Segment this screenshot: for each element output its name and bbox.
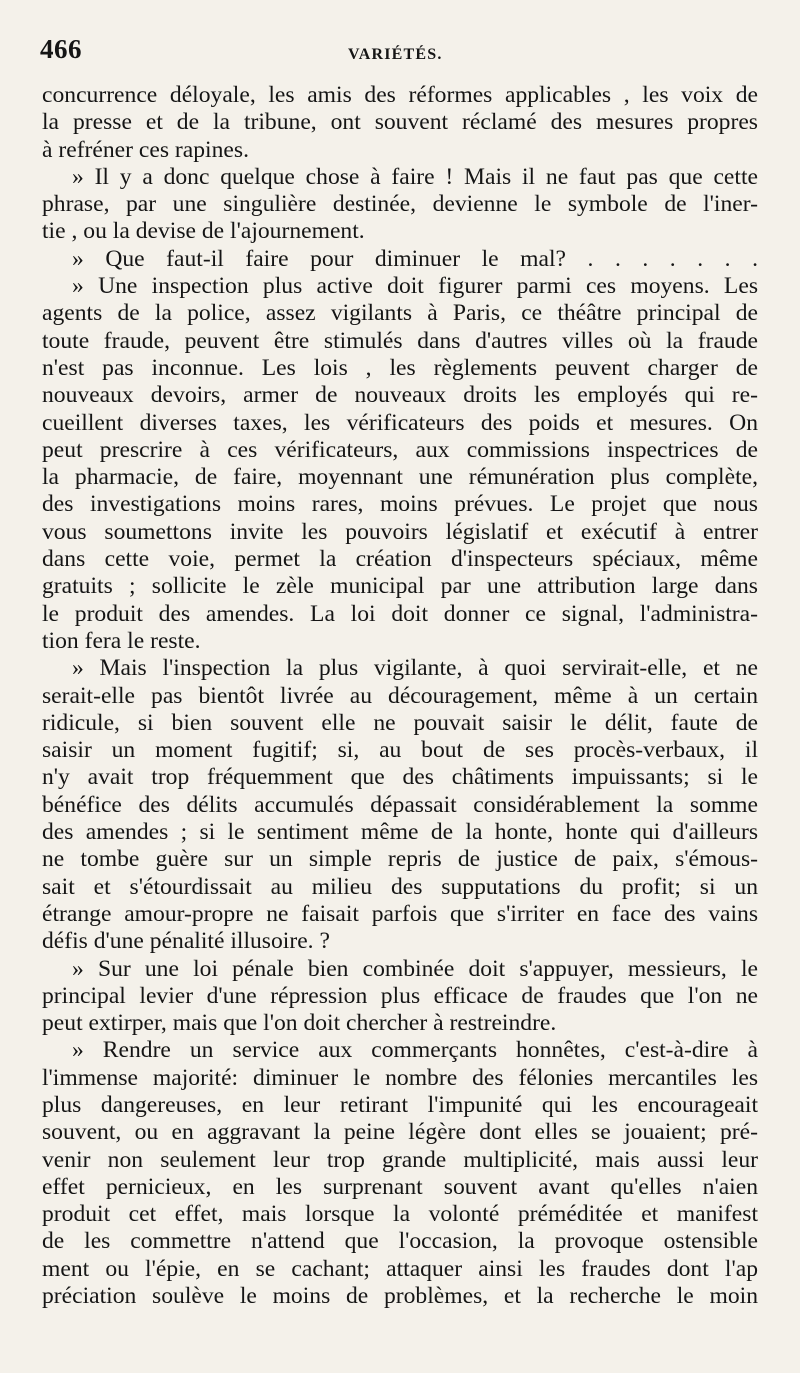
text-line: des investigations moins rares, moins prévues. Le projet que nous [42,491,758,518]
text-line: la presse et de la tribune, ont souvent réclamé des mesures propres [42,109,758,136]
text-line: ment ou l'épie, en se cachant; attaquer ainsi les fraudes dont l'ap [42,1255,758,1282]
text-line: » Rendre un service aux commerçants honnêtes, c'est-à-dire à [72,1037,758,1064]
text-line: produit cet effet, mais lorsque la volonté préméditée et manifest [42,1201,758,1228]
text-line: n'est pas inconnue. Les lois , les règlements peuvent charger de [42,354,758,381]
text-line: étrange amour-propre ne faisait parfois que s'irriter en face des vains [42,900,758,927]
text-line: n'y avait trop fréquemment que des châtiments impuissants; si le [42,764,758,791]
page-number: 466 [40,34,82,64]
text-line: » Il y a donc quelque chose à faire ! Mais il ne faut pas que cette [72,163,758,190]
text-line: souvent, ou en aggravant la peine légère dont elles se jouaient; pré- [42,1119,758,1146]
text-line: » Une inspection plus active doit figurer parmi ces moyens. Les [72,273,758,300]
text-line: serait-elle pas bientôt livrée au découragement, même à un certain [42,682,758,709]
text-line: phrase, par une singulière destinée, devienne le symbole de l'iner- [42,191,758,218]
text-line: cueillent diverses taxes, les vérificateurs des poids et mesures. On [42,409,758,436]
text-line: tion fera le reste. [42,627,201,654]
text-line: gratuits ; sollicite le zèle municipal par une attribution large dans [42,573,758,600]
text-line: nouveaux devoirs, armer de nouveaux droits les employés qui re- [42,382,758,409]
text-line: défis d'une pénalité illusoire. ? [42,928,330,955]
text-body [42,82,758,1310]
text-line: des amendes ; si le sentiment même de la honte, honte qui d'ailleurs [42,819,758,846]
text-line: » Que faut-il faire pour diminuer le mal? . . . . . . . [72,245,758,272]
text-line: saisir un moment fugitif; si, au bout de ses procès-verbaux, il [42,737,758,764]
text-line: toute fraude, peuvent être stimulés dans d'autres villes où la fraude [42,327,758,354]
page-header [40,34,760,74]
text-line: peut extirper, mais que l'on doit chercher à restreindre. [42,1010,557,1037]
text-line: peut prescrire à ces vérificateurs, aux commissions inspectrices de [42,436,758,463]
text-line: ne tombe guère sur un simple repris de justice de paix, s'émous- [42,846,758,873]
text-line: de les commettre n'attend que l'occasion, la provoque ostensible [42,1228,758,1255]
text-line: » Sur une loi pénale bien combinée doit s'appuyer, messieurs, le [72,955,758,982]
text-line: préciation soulève le moins de problèmes, et la recherche le moin [42,1283,758,1310]
text-line: ridicule, si bien souvent elle ne pouvait saisir le délit, faute de [42,709,758,736]
text-line: sait et s'étourdissait au milieu des supputations du profit; si un [42,873,758,900]
text-line: » Mais l'inspection la plus vigilante, à quoi servirait-elle, et ne [72,655,758,682]
text-line: le produit des amendes. La loi doit donner ce signal, l'administra- [42,600,758,627]
text-line: à refréner ces rapines. [42,136,249,163]
text-line: l'immense majorité: diminuer le nombre des félonies mercantiles les [42,1064,758,1091]
text-line: dans cette voie, permet la création d'inspecteurs spéciaux, même [42,546,758,573]
text-line: plus dangereuses, en leur retirant l'impunité qui les encourageait [42,1091,758,1118]
text-line: tie , ou la devise de l'ajournement. [42,218,365,245]
text-line: vous soumettons invite les pouvoirs législatif et exécutif à entrer [42,518,758,545]
text-line: principal levier d'une répression plus efficace de fraudes que l'on ne [42,982,758,1009]
text-line: concurrence déloyale, les amis des réformes applicables , les voix de [42,82,758,108]
text-line: la pharmacie, de faire, moyennant une rémunération plus complète, [42,464,758,491]
text-line: bénéfice des délits accumulés dépassait considérablement la somme [42,791,758,818]
text-line: effet pernicieux, en les surprenant souvent avant qu'elles n'aien [42,1173,758,1200]
text-line: agents de la police, assez vigilants à Paris, ce théâtre principal de [42,300,758,327]
text-line: venir non seulement leur trop grande multiplicité, mais aussi leur [42,1146,758,1173]
running-title: VARIÉTÉS. [348,46,443,63]
